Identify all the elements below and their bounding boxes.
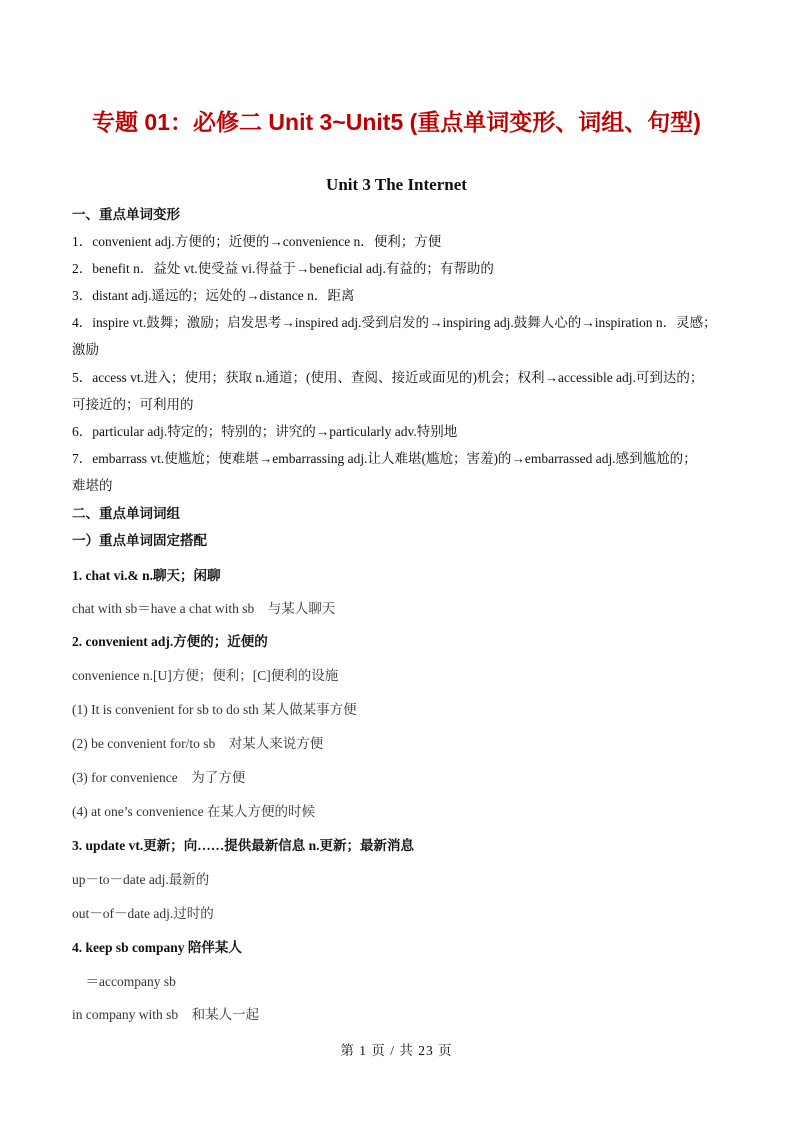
unit-heading: Unit 3 The Internet	[326, 175, 467, 194]
phrase-line: convenience n.[U]方便；便利；[C]便利的设施	[72, 668, 339, 683]
section-heading: 一、重点单词变形	[72, 207, 180, 222]
subsection-heading: 一）重点单词固定搭配	[72, 533, 207, 548]
word-form-line: 3．distant adj.遥远的；远处的→distance n．距离	[72, 288, 355, 303]
page-footer: 第 1 页 / 共 23 页	[340, 1043, 453, 1058]
word-form-line: 可接近的；可利用的	[72, 397, 194, 412]
word-form-line: 难堪的	[72, 478, 113, 493]
word-form-line: 6．particular adj.特定的；特别的；讲究的→particularly adv.特别地	[72, 424, 458, 439]
phrase-line: up－to－date adj.最新的	[72, 872, 210, 887]
phrase-entry-heading: 3. update vt.更新；向……提供最新信息 n.更新；最新消息	[72, 838, 415, 853]
word-form-line: 2．benefit n．益处 vt.使受益 vi.得益于→beneficial adj.有益的；有帮助的	[72, 261, 494, 276]
section-heading: 二、重点单词词组	[72, 506, 180, 521]
phrase-line: out－of－date adj.过时的	[72, 906, 214, 921]
phrase-entry-heading: 2. convenient adj.方便的；近便的	[72, 634, 268, 649]
phrase-entry-heading: 1. chat vi.& n.聊天；闲聊	[72, 568, 221, 583]
word-form-line: 4．inspire vt.鼓舞；激励；启发思考→inspired adj.受到启发的→inspiring adj.鼓舞人心的→inspiration n．灵感；	[72, 315, 717, 330]
phrase-line: (3) for convenience 为了方便	[72, 770, 246, 785]
phrase-line: in company with sb 和某人一起	[72, 1007, 260, 1022]
phrase-line: (1) It is convenient for sb to do sth 某人做某事方便	[72, 702, 357, 717]
phrase-line: chat with sb＝have a chat with sb 与某人聊天	[72, 601, 336, 616]
phrase-line: ＝accompany sb	[72, 974, 176, 989]
phrase-line: (2) be convenient for/to sb 对某人来说方便	[72, 736, 324, 751]
phrase-line: (4) at one’s convenience 在某人方便的时候	[72, 804, 315, 819]
word-form-line: 1．convenient adj.方便的；近便的→convenience n．便利；方便	[72, 234, 442, 249]
word-form-line: 7．embarrass vt.使尴尬；使难堪→embarrassing adj.让人难堪(尴尬；害羞)的→embarrassed adj.感到尴尬的；	[72, 451, 697, 466]
phrase-entry-heading: 4. keep sb company 陪伴某人	[72, 940, 242, 955]
word-form-line: 激励	[72, 342, 99, 357]
word-form-line: 5．access vt.进入；使用；获取 n.通道；(使用、查阅、接近或面见的)机会；权利→accessible adj.可到达的；	[72, 370, 704, 385]
document-title: 专题 01：必修二 Unit 3~Unit5 (重点单词变形、词组、句型)	[92, 109, 701, 135]
